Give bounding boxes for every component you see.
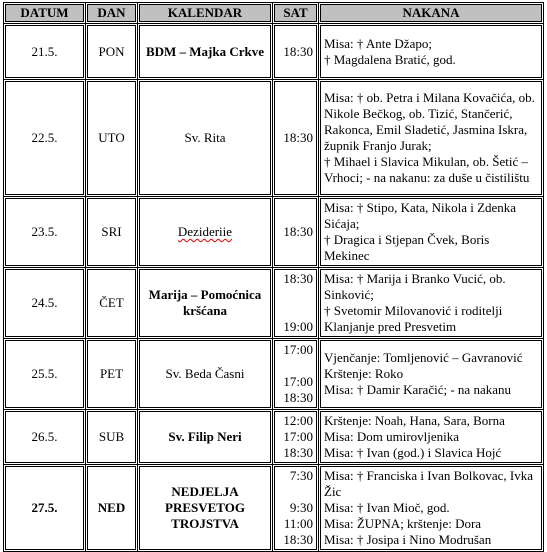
nakana-line: Misa: † Ivan Mioč, god. <box>324 500 450 515</box>
kalendar-cell: BDM – Majka Crkve <box>138 24 273 80</box>
nakana-line: † Dragica i Stjepan Čvek, Boris Mekinec <box>324 232 490 263</box>
table-row <box>4 465 544 552</box>
datum-cell: 22.5. <box>4 80 86 197</box>
table-row <box>4 268 544 339</box>
table-row <box>4 24 544 80</box>
sat-time: 11:00 <box>283 516 313 531</box>
sat-time: 18:30 <box>283 130 313 145</box>
dan-cell: SUB <box>86 410 138 465</box>
nakana-line: Misa: ŽUPNA; krštenje: Dora <box>324 516 482 531</box>
kalendar-cell: Marija – Pomoćnica kršćana <box>138 268 273 339</box>
sat-cell <box>273 197 319 268</box>
nakana-line: Misa: † Damir Karačić; - na nakanu <box>324 382 511 397</box>
table-row <box>4 339 544 410</box>
nakana-line: Misa: † Ivan (god.) i Slavica Hojć <box>324 445 502 460</box>
sat-time: 18:30 <box>283 390 313 405</box>
nakana-line: Krštenje: Noah, Hana, Sara, Borna <box>324 413 505 428</box>
nakana-line: Misa: † ob. Petra i Milana Kovačića, ob. Nikole Bečkog, ob. Tizić, Stančerić, Rakonca, Emil Sladetić, Jasmina Iskra, župnik Franjo Jurak; <box>324 90 535 153</box>
nakana-line: Krštenje: Roko <box>324 366 404 381</box>
table-row <box>4 80 544 197</box>
sat-time: 18:30 <box>283 43 313 59</box>
dan-cell: NED <box>86 465 138 552</box>
nakana-cell <box>319 465 544 552</box>
dan-cell: ČET <box>86 268 138 339</box>
sat-time: 18:30 <box>283 271 313 286</box>
sat-cell <box>273 465 319 552</box>
nakana-line: Misa: † Stipo, Kata, Nikola i Zdenka Sićaja; <box>324 200 517 231</box>
nakana-line: Misa: † Ante Džapo; <box>324 35 432 51</box>
dan-cell: UTO <box>86 80 138 197</box>
datum-cell: 24.5. <box>4 268 86 339</box>
sat-time: 17:00 <box>283 374 313 389</box>
kalendar-cell: NEDJELJA PRESVETOG TROJSTVA <box>138 465 273 552</box>
sat-cell <box>273 24 319 80</box>
sat-time: 12:00 <box>283 413 313 428</box>
sat-time: 17:00 <box>283 342 313 357</box>
dan-cell: PET <box>86 339 138 410</box>
dan-cell: PON <box>86 24 138 80</box>
datum-cell: 25.5. <box>4 339 86 410</box>
nakana-line: Misa: Dom umirovljenika <box>324 429 460 444</box>
datum-cell: 26.5. <box>4 410 86 465</box>
sat-cell <box>273 80 319 197</box>
datum-cell: 23.5. <box>4 197 86 268</box>
sat-time: 7:30 <box>289 468 313 483</box>
nakana-line: Misa: † Marija i Branko Vucić, ob. Sinković; <box>324 271 506 302</box>
header-kalendar: KALENDAR <box>138 3 273 24</box>
datum-cell: 27.5. <box>4 465 86 552</box>
datum-cell: 21.5. <box>4 24 86 80</box>
kalendar-cell: Sv. Rita <box>138 80 273 197</box>
nakana-cell <box>319 268 544 339</box>
nakana-line: Vjenčanje: Tomljenović – Gavranović <box>324 350 523 365</box>
nakana-line: Klanjanje pred Presvetim <box>324 319 457 334</box>
nakana-line: † Mihael i Slavica Mikulan, ob. Šetić – Vrhoci; - na nakanu: za duše u čistilištu <box>324 154 530 185</box>
kalendar-cell: Sv. Filip Neri <box>138 410 273 465</box>
kalendar-text: Dezideriie <box>177 224 233 239</box>
kalendar-cell <box>138 197 273 268</box>
nakana-cell <box>319 80 544 197</box>
sat-time: 18:30 <box>283 445 313 460</box>
sat-time: 19:00 <box>283 319 313 334</box>
header-datum: DATUM <box>4 3 86 24</box>
schedule-container <box>3 2 543 552</box>
sat-cell <box>273 410 319 465</box>
header-sat: SAT <box>273 3 319 24</box>
nakana-cell <box>319 410 544 465</box>
header-dan: DAN <box>86 3 138 24</box>
sat-time: 18:30 <box>283 532 313 547</box>
dan-cell: SRI <box>86 197 138 268</box>
sat-cell <box>273 268 319 339</box>
kalendar-cell: Sv. Beda Časni <box>138 339 273 410</box>
nakana-line: † Magdalena Bratić, god. <box>324 51 456 67</box>
nakana-line: Misa: † Josipa i Nino Modrušan <box>324 532 492 547</box>
sat-time: 17:00 <box>283 429 313 444</box>
nakana-cell <box>319 24 544 80</box>
nakana-cell <box>319 339 544 410</box>
table-row <box>4 197 544 268</box>
header-nakana: NAKANA <box>319 3 544 24</box>
nakana-cell <box>319 197 544 268</box>
sat-time: 18:30 <box>283 224 313 239</box>
sat-time: 9:30 <box>289 500 313 515</box>
nakana-line: Misa: † Franciska i Ivan Bolkovac, Ivka Žic <box>324 468 534 499</box>
nakana-line: † Svetomir Milovanović i roditelji <box>324 303 503 318</box>
header-row <box>4 3 544 24</box>
table-row <box>4 410 544 465</box>
sat-cell <box>273 339 319 410</box>
mass-schedule-table <box>3 2 544 552</box>
